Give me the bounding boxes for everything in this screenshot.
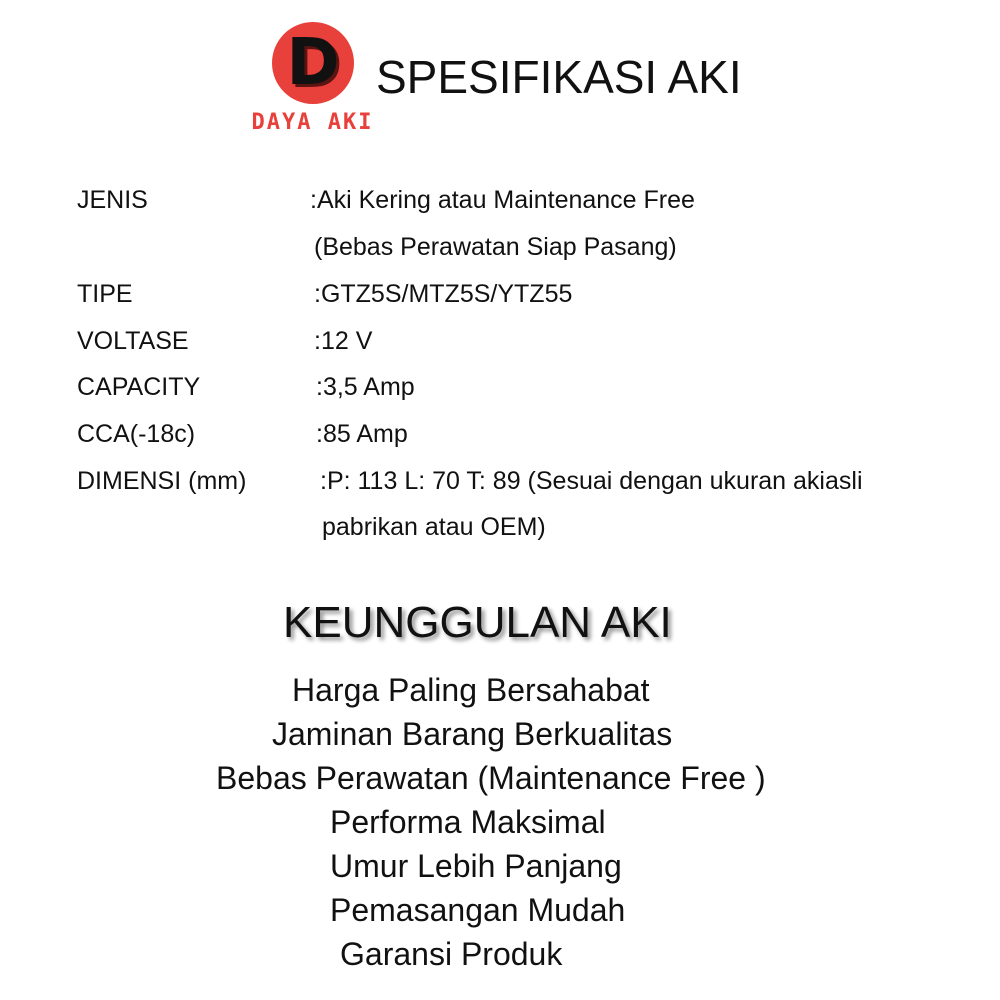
benefit-item: Bebas Perawatan (Maintenance Free ) bbox=[216, 760, 766, 796]
daya-aki-logo bbox=[250, 22, 375, 140]
spec-label-capacity: CAPACITY bbox=[77, 373, 201, 401]
spec-value-jenis-cont: (Bebas Perawatan Siap Pasang) bbox=[314, 233, 677, 261]
page-title: SPESIFIKASI AKI bbox=[376, 51, 742, 103]
spec-label-dimensi: DIMENSI (mm) bbox=[77, 467, 247, 495]
logo-text: DAYA AKI bbox=[251, 110, 374, 135]
spec-value-tipe: :GTZ5S/MTZ5S/YTZ55 bbox=[314, 280, 573, 308]
spec-label-cca: CCA(-18c) bbox=[77, 420, 196, 448]
benefit-item: Garansi Produk bbox=[340, 936, 563, 972]
spec-value-jenis: :Aki Kering atau Maintenance Free bbox=[310, 186, 695, 214]
spec-label-voltase: VOLTASE bbox=[77, 327, 189, 355]
spec-label-tipe: TIPE bbox=[77, 280, 133, 308]
benefit-item: Harga Paling Bersahabat bbox=[292, 672, 650, 708]
benefit-item: Performa Maksimal bbox=[330, 804, 606, 840]
benefit-item: Pemasangan Mudah bbox=[330, 892, 626, 928]
benefit-item: Jaminan Barang Berkualitas bbox=[272, 716, 673, 752]
spec-value-dimensi: :P: 113 L: 70 T: 89 (Sesuai dengan ukuran akiasli bbox=[320, 467, 863, 495]
spec-value-cca: :85 Amp bbox=[316, 420, 408, 448]
spec-value-voltase: :12 V bbox=[314, 327, 373, 355]
logo-letter: D bbox=[286, 26, 340, 100]
spec-label-jenis: JENIS bbox=[77, 186, 148, 214]
spec-value-dimensi-cont: pabrikan atau OEM) bbox=[322, 513, 546, 541]
spec-value-capacity: :3,5 Amp bbox=[316, 373, 415, 401]
benefit-item: Umur Lebih Panjang bbox=[330, 848, 622, 884]
keunggulan-title: KEUNGGULAN AKI bbox=[283, 598, 672, 647]
